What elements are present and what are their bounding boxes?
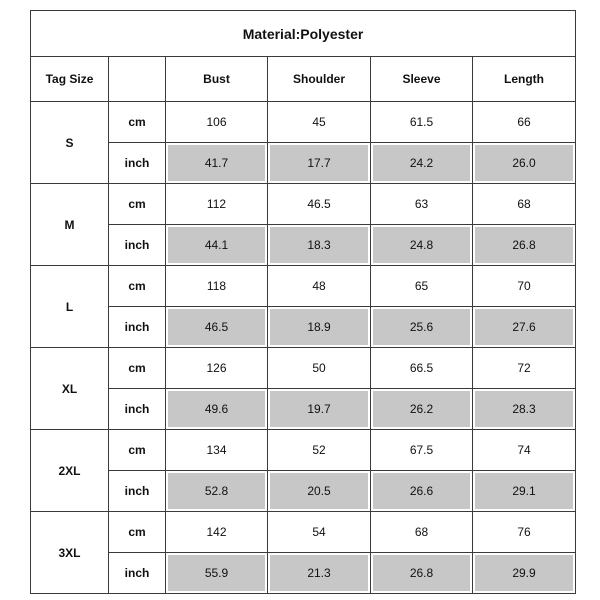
shoulder-inch-cell: 18.9 xyxy=(268,307,371,348)
table-row xyxy=(31,348,576,389)
bust-inch-cell: 44.1 xyxy=(166,225,268,266)
bust-inch-cell: 55.9 xyxy=(166,553,268,594)
sleeve-inch-cell: 26.2 xyxy=(371,389,473,430)
sleeve-cm-cell: 61.5 xyxy=(371,102,473,143)
length-inch-cell: 26.8 xyxy=(473,225,576,266)
header-unit xyxy=(109,57,166,102)
unit-cell-inch: inch xyxy=(109,143,166,184)
table-row xyxy=(31,143,576,184)
shoulder-inch-cell: 19.7 xyxy=(268,389,371,430)
title-row xyxy=(31,11,576,57)
size-label-cell: S xyxy=(31,102,109,184)
size-label-cell: XL xyxy=(31,348,109,430)
bust-cm-cell: 106 xyxy=(166,102,268,143)
sleeve-cm-cell: 67.5 xyxy=(371,430,473,471)
bust-inch-cell: 46.5 xyxy=(166,307,268,348)
table-row xyxy=(31,430,576,471)
sleeve-cm-cell: 63 xyxy=(371,184,473,225)
length-cm-cell: 74 xyxy=(473,430,576,471)
size-label-cell: 3XL xyxy=(31,512,109,594)
sleeve-cm-cell: 68 xyxy=(371,512,473,553)
header-row xyxy=(31,57,576,102)
unit-cell-cm: cm xyxy=(109,102,166,143)
shoulder-inch-cell: 17.7 xyxy=(268,143,371,184)
bust-cm-cell: 112 xyxy=(166,184,268,225)
length-inch-cell: 27.6 xyxy=(473,307,576,348)
header-bust: Bust xyxy=(166,57,268,102)
shoulder-inch-cell: 21.3 xyxy=(268,553,371,594)
unit-cell-inch: inch xyxy=(109,389,166,430)
sleeve-inch-cell: 26.6 xyxy=(371,471,473,512)
table-row xyxy=(31,102,576,143)
bust-cm-cell: 118 xyxy=(166,266,268,307)
shoulder-cm-cell: 52 xyxy=(268,430,371,471)
length-cm-cell: 72 xyxy=(473,348,576,389)
shoulder-inch-cell: 20.5 xyxy=(268,471,371,512)
header-length: Length xyxy=(473,57,576,102)
unit-cell-inch: inch xyxy=(109,471,166,512)
length-inch-cell: 28.3 xyxy=(473,389,576,430)
shoulder-inch-cell: 18.3 xyxy=(268,225,371,266)
unit-cell-cm: cm xyxy=(109,348,166,389)
unit-cell-inch: inch xyxy=(109,307,166,348)
unit-cell-cm: cm xyxy=(109,266,166,307)
header-tag-size: Tag Size xyxy=(31,57,109,102)
bust-inch-cell: 49.6 xyxy=(166,389,268,430)
table-title: Material:Polyester xyxy=(31,11,576,57)
table-row xyxy=(31,266,576,307)
table-row xyxy=(31,471,576,512)
table-row xyxy=(31,225,576,266)
shoulder-cm-cell: 45 xyxy=(268,102,371,143)
shoulder-cm-cell: 54 xyxy=(268,512,371,553)
shoulder-cm-cell: 48 xyxy=(268,266,371,307)
unit-cell-inch: inch xyxy=(109,225,166,266)
bust-cm-cell: 134 xyxy=(166,430,268,471)
table-row xyxy=(31,389,576,430)
length-inch-cell: 29.9 xyxy=(473,553,576,594)
length-cm-cell: 70 xyxy=(473,266,576,307)
shoulder-cm-cell: 46.5 xyxy=(268,184,371,225)
unit-cell-cm: cm xyxy=(109,512,166,553)
sleeve-cm-cell: 66.5 xyxy=(371,348,473,389)
bust-cm-cell: 126 xyxy=(166,348,268,389)
length-inch-cell: 29.1 xyxy=(473,471,576,512)
size-label-cell: L xyxy=(31,266,109,348)
header-sleeve: Sleeve xyxy=(371,57,473,102)
header-shoulder: Shoulder xyxy=(268,57,371,102)
sleeve-inch-cell: 24.2 xyxy=(371,143,473,184)
length-cm-cell: 68 xyxy=(473,184,576,225)
sleeve-cm-cell: 65 xyxy=(371,266,473,307)
length-cm-cell: 66 xyxy=(473,102,576,143)
sleeve-inch-cell: 26.8 xyxy=(371,553,473,594)
bust-inch-cell: 52.8 xyxy=(166,471,268,512)
sleeve-inch-cell: 24.8 xyxy=(371,225,473,266)
table-row xyxy=(31,512,576,553)
unit-cell-cm: cm xyxy=(109,430,166,471)
table-row xyxy=(31,553,576,594)
size-chart-table xyxy=(30,10,576,594)
table-row xyxy=(31,307,576,348)
length-cm-cell: 76 xyxy=(473,512,576,553)
size-label-cell: M xyxy=(31,184,109,266)
unit-cell-inch: inch xyxy=(109,553,166,594)
size-label-cell: 2XL xyxy=(31,430,109,512)
unit-cell-cm: cm xyxy=(109,184,166,225)
bust-cm-cell: 142 xyxy=(166,512,268,553)
table-row xyxy=(31,184,576,225)
shoulder-cm-cell: 50 xyxy=(268,348,371,389)
sleeve-inch-cell: 25.6 xyxy=(371,307,473,348)
bust-inch-cell: 41.7 xyxy=(166,143,268,184)
length-inch-cell: 26.0 xyxy=(473,143,576,184)
